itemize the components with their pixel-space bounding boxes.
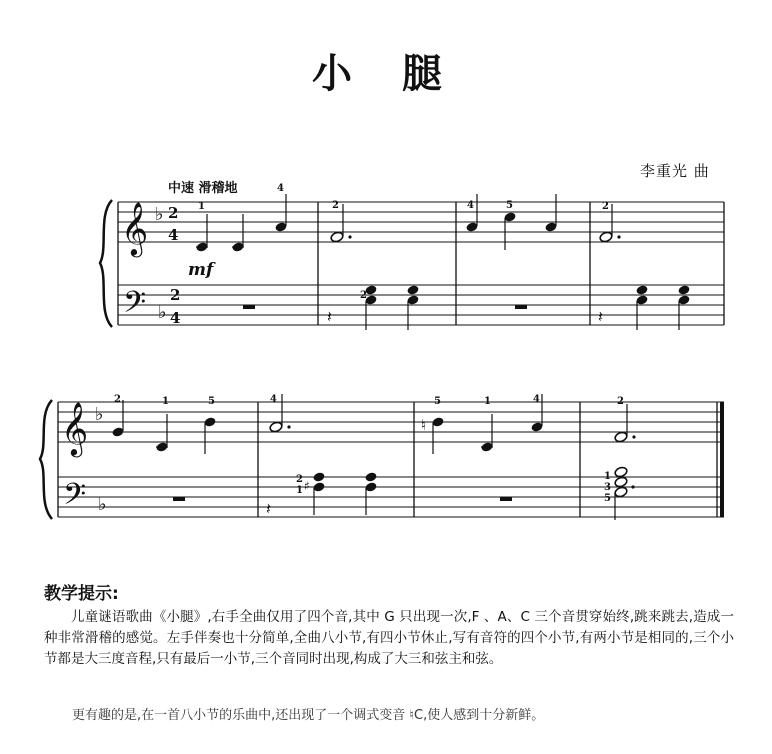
tempo-marking: 中速 滑稽地 [168,181,238,196]
teaching-tips-last-line: 更有趣的是,在一首八小节的乐曲中,还出现了一个调式变音 ♮C,使人感到十分新鲜。 [72,708,545,723]
composer-credit: 李重光 曲 [640,162,710,180]
fingering: 1 [198,201,205,212]
flat-icon: ♭ [155,204,164,225]
time-sig-top: 2 [168,204,179,222]
page-title: 小 腿 [312,51,460,97]
system2-brace [40,400,52,519]
system2-treble-staff [58,402,724,442]
system1-brace [100,200,112,327]
fingering: 1 [604,471,611,482]
system1-rh-notes [195,194,620,253]
fingering: 4 [533,394,540,405]
quarter-rest-icon: 𝄽 [598,307,603,326]
fingering: 1 [162,396,169,407]
fingering: 2 [360,290,367,301]
system1-lh-notes [243,284,691,330]
fingering: 1 [484,396,491,407]
quarter-rest-icon: 𝄽 [327,307,332,326]
fingering: 3 [604,482,611,493]
fingering: 5 [208,396,215,407]
whole-rest-icon [500,497,512,501]
fingering: 5 [506,200,513,211]
final-barline [720,402,724,517]
whole-rest-icon [173,497,185,501]
fingering: 2 [602,201,609,212]
teaching-tips-heading: 教学提示: [44,584,119,604]
fingering: 5 [604,493,611,504]
fingering: 4 [467,200,474,211]
time-sig-bottom: 4 [170,309,181,327]
treble-clef-icon: 𝄞 [121,201,149,255]
fingering: 4 [270,394,277,405]
whole-rest-icon [243,305,255,309]
dynamic-marking: mf [188,260,214,280]
teaching-tips-paragraph: 儿童谜语歌曲《小腿》,右手全曲仅用了四个音,其中 G 只出现一次,F 、A、C 三个音贯穿始终,跳来跳去,造成一种非常滑稽的感觉。左手伴奏也十分简单,全曲八小节,有四小节休止,写有音符的四个小节,有两小节是相同的,三个小节都是大三度音程,只有最后一小节,三个音同时出现,构成了大三和弦主和弦。 [44,609,734,667]
quarter-rest-icon: 𝄽 [266,499,271,518]
fingering: 2 [114,394,121,405]
fingering: 1 [296,485,303,496]
treble-clef-icon: 𝄞 [61,401,89,455]
fingering: 2 [332,200,339,211]
system2-rh-notes [111,394,635,454]
whole-rest-icon [515,305,527,309]
fingering: 5 [434,396,441,407]
fingering: 4 [277,183,284,194]
flat-icon: ♭ [98,494,107,515]
teaching-tips-body [44,607,734,670]
score-staves [58,202,724,517]
system2-barlines [58,402,717,517]
time-sig-bottom: 4 [168,226,179,244]
time-sig-top: 2 [170,286,181,304]
flat-icon: ♭ [158,302,167,323]
bass-clef-icon: 𝄢 [63,478,87,519]
system1-bass-staff [118,285,724,325]
clefs [61,201,148,519]
system2-bass-staff [58,477,724,517]
sharp-icon: ♯ [304,479,310,493]
fingering: 2 [296,474,303,485]
flat-icon: ♭ [95,404,104,425]
fingering: 2 [617,396,624,407]
system1-treble-staff [118,202,724,242]
natural-icon: ♮ [421,416,427,434]
system2-lh-notes [173,466,635,520]
bass-clef-icon: 𝄢 [123,286,147,327]
